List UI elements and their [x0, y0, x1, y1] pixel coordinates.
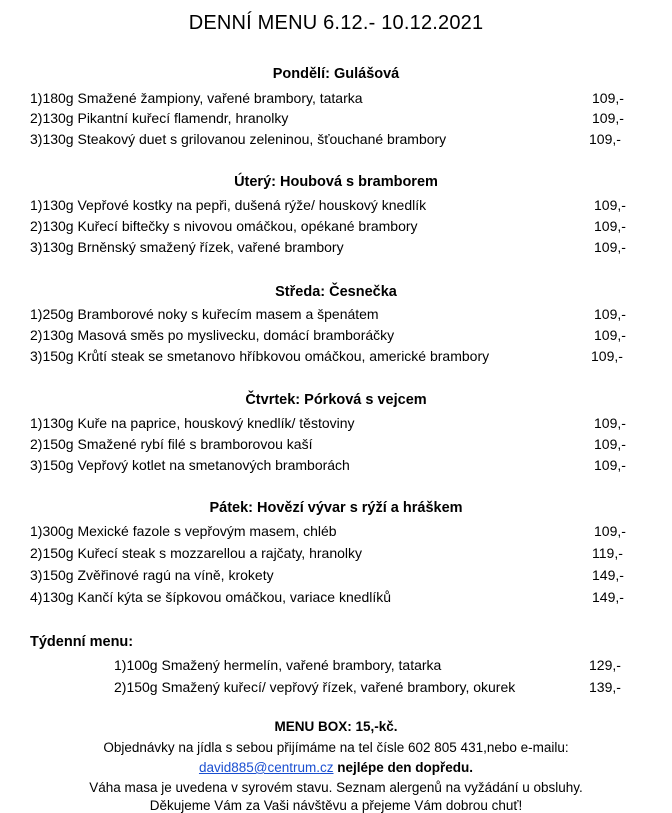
menu-item: 1)180g Smažené žampiony, vařené brambory, tatarka [30, 90, 363, 106]
item-price: 109,- [594, 457, 626, 473]
item-price: 109,- [589, 131, 621, 147]
menu-item: 1)130g Kuře na paprice, houskový knedlík/ těstoviny [30, 415, 355, 431]
menu-item: 3)150g Krůtí steak se smetanovo hříbkovou omáčkou, americké brambory [30, 348, 490, 364]
day-heading-wednesday: Středa: Česnečka [275, 284, 397, 300]
email-link[interactable]: david885@centrum.cz [198, 760, 334, 775]
item-price: 149,- [592, 567, 624, 583]
menu-item: 4)130g Kančí kýta se šípkovou omáčkou, variace knedlíků [30, 589, 392, 605]
order-note: Objednávky na jídla s sebou přijímáme na tel čísle 602 805 431,nebo e-mailu: [103, 740, 569, 755]
day-heading-friday: Pátek: Hovězí vývar s rýží a hráškem [209, 500, 463, 516]
item-price: 109,- [594, 523, 626, 539]
menu-box-note: MENU BOX: 15,-kč. [274, 719, 398, 734]
item-price: 109,- [594, 239, 626, 255]
menu-item: 1)100g Smažený hermelín, vařené brambory, tatarka [114, 657, 442, 673]
menu-item: 1)130g Vepřové kostky na pepři, dušená rýže/ houskový knedlík [30, 197, 427, 213]
menu-title: DENNÍ MENU 6.12.- 10.12.2021 [188, 12, 484, 34]
menu-item: 3)150g Vepřový kotlet na smetanových bramborách [30, 457, 350, 473]
weight-note: Váha masa je uvedena v syrovém stavu. Seznam alergenů na vyžádání u obsluhy. [89, 780, 583, 795]
menu-item: 1)250g Bramborové noky s kuřecím masem a špenátem [30, 306, 379, 322]
item-price: 129,- [589, 657, 621, 673]
item-price: 109,- [594, 415, 626, 431]
menu-item: 3)150g Zvěřinové ragú na víně, krokety [30, 567, 274, 583]
menu-item: 3)130g Steakový duet s grilovanou zeleninou, šťouchané brambory [30, 131, 447, 147]
item-price: 149,- [592, 589, 624, 605]
menu-item: 1)300g Mexické fazole s vepřovým masem, chléb [30, 523, 337, 539]
item-price: 109,- [594, 306, 626, 322]
item-price: 109,- [594, 197, 626, 213]
menu-item: 2)130g Masová směs po myslivecku, domácí bramboráčky [30, 327, 395, 343]
thanks-note: Děkujeme Vám za Vaši návštěvu a přejeme Vám dobrou chuť! [149, 798, 523, 813]
email-line [0, 760, 672, 775]
menu-item: 3)130g Brněnský smažený řízek, vařené brambory [30, 239, 344, 255]
day-heading-thursday: Čtvrtek: Pórková s vejcem [245, 392, 427, 408]
menu-item: 2)150g Smažené rybí filé s bramborovou kaší [30, 436, 313, 452]
menu-item: 2)150g Smažený kuřecí/ vepřový řízek, vařené brambory, okurek [114, 679, 516, 695]
menu-item: 2)130g Pikantní kuřecí flamendr, hranolky [30, 110, 289, 126]
item-price: 119,- [592, 545, 623, 561]
day-heading-tuesday: Úterý: Houbová s bramborem [234, 174, 438, 190]
menu-item: 2)130g Kuřecí biftečky s nivovou omáčkou, opékané brambory [30, 218, 418, 234]
item-price: 109,- [592, 90, 624, 106]
menu-item: 2)150g Kuřecí steak s mozzarellou a rajčaty, hranolky [30, 545, 363, 561]
item-price: 109,- [594, 436, 626, 452]
item-price: 109,- [591, 348, 623, 364]
email-suffix: nejlépe den dopředu. [333, 760, 474, 775]
day-heading-monday: Pondělí: Gulášová [272, 66, 400, 82]
weekly-menu-heading: Týdenní menu: [30, 634, 134, 650]
item-price: 109,- [594, 327, 626, 343]
item-price: 109,- [594, 218, 626, 234]
item-price: 139,- [589, 679, 621, 695]
item-price: 109,- [592, 110, 624, 126]
